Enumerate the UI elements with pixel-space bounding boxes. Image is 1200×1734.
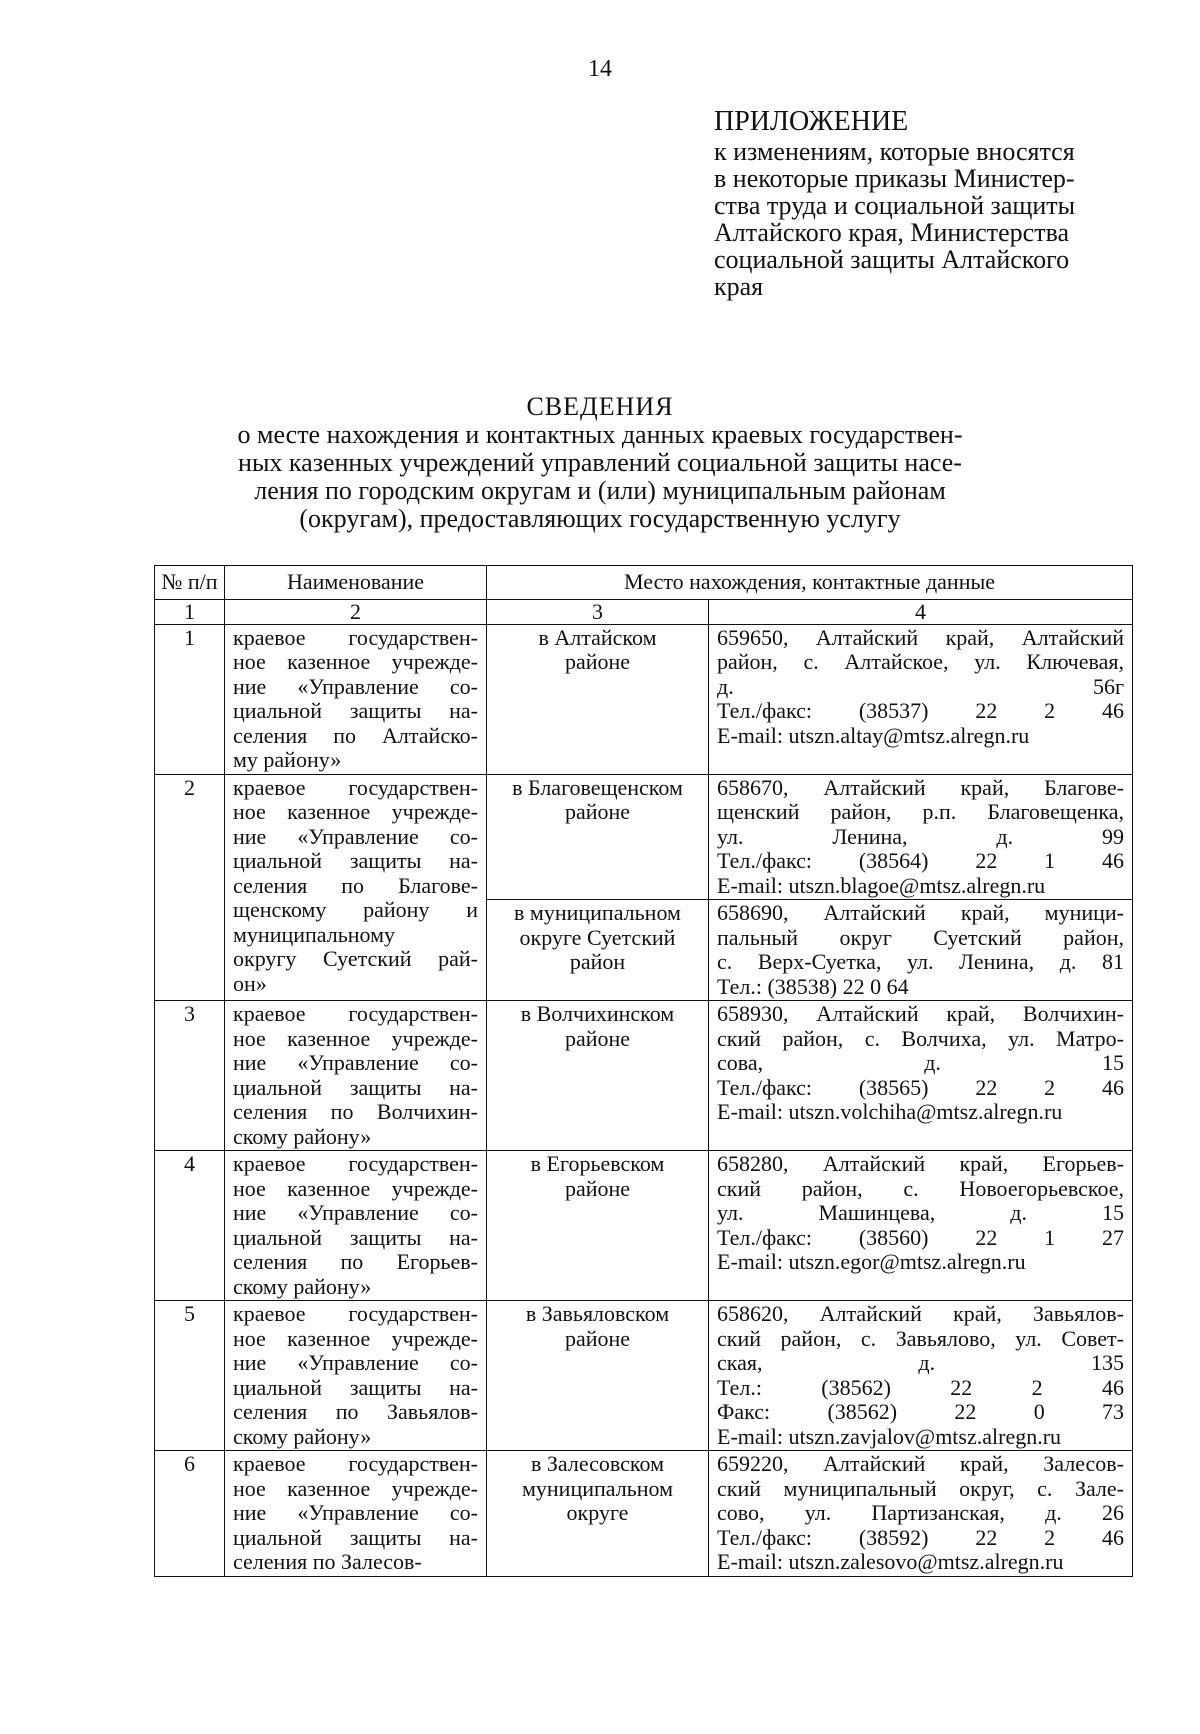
column-index: 4 bbox=[709, 599, 1133, 624]
institution-name-line: ние «Управление со- bbox=[233, 1200, 478, 1225]
contact-details-line: E-mail: utszn.zalesovo@mtsz.alregn.ru bbox=[717, 1549, 1064, 1574]
appendix-line: Алтайского края, Министерства bbox=[714, 218, 1070, 247]
institution-name-line: краевое государствен- bbox=[233, 1151, 478, 1176]
column-index: 2 bbox=[225, 599, 487, 624]
institution-name-line: краевое государствен- bbox=[233, 774, 478, 800]
service-area bbox=[487, 1451, 709, 1577]
contact-details-line: 658670, Алтайский край, Благове- bbox=[717, 774, 1124, 800]
institution-name-line: муниципальному bbox=[233, 921, 396, 947]
contact-details-line: 658620, Алтайский край, Завьялов- bbox=[717, 1301, 1124, 1326]
institution-name-line: скому району» bbox=[233, 1123, 372, 1149]
contact-details-line: ский район, с. Новоегорьевское, bbox=[717, 1175, 1124, 1201]
institution-name-line: селения по Егорьев- bbox=[233, 1249, 478, 1274]
service-area bbox=[487, 1301, 709, 1451]
institution-name-line: му району» bbox=[233, 747, 342, 772]
institution-name-line: краевое государствен- bbox=[233, 1451, 478, 1476]
institution-name bbox=[225, 774, 487, 1001]
heading-line: (округам), предоставляющих государственную услугу bbox=[299, 504, 901, 533]
institution-name-line: селения по Благове- bbox=[233, 872, 478, 898]
service-area-line: районе bbox=[564, 1175, 631, 1201]
service-area-line: районе bbox=[564, 1325, 631, 1351]
table-row bbox=[155, 1001, 1133, 1151]
institution-name-line: ное казенное учрежде- bbox=[233, 1325, 478, 1351]
contact-details-line: E-mail: utszn.blagoe@mtsz.alregn.ru bbox=[717, 872, 1046, 898]
header-location: Место нахождения, контактные данные bbox=[487, 566, 1133, 600]
header-num: № п/п bbox=[155, 566, 225, 600]
contact-details bbox=[709, 900, 1133, 1001]
table-body bbox=[155, 624, 1133, 1576]
table-row bbox=[155, 624, 1133, 774]
institution-name-line: ное казенное учрежде- bbox=[233, 1025, 478, 1051]
contact-details-line: 658930, Алтайский край, Волчихин- bbox=[717, 1001, 1124, 1026]
appendix-line: ства труда и социальной защиты bbox=[714, 191, 1076, 220]
table-header-row bbox=[155, 566, 1133, 600]
institution-name-line: ние «Управление со- bbox=[233, 673, 478, 699]
table-row bbox=[155, 774, 1133, 900]
institution-name bbox=[225, 1451, 487, 1577]
institution-name-line: ное казенное учрежде- bbox=[233, 1475, 478, 1501]
contact-details-line: Тел.: (38538) 22 0 64 bbox=[717, 973, 909, 999]
contact-details-line: E-mail: utszn.zavjalov@mtsz.alregn.ru bbox=[717, 1423, 1062, 1449]
appendix-block bbox=[714, 106, 1124, 300]
table-row bbox=[155, 1301, 1133, 1451]
column-index: 3 bbox=[487, 599, 709, 624]
row-number: 4 bbox=[155, 1151, 225, 1301]
header-name: Наименование bbox=[225, 566, 487, 600]
institution-name bbox=[225, 1301, 487, 1451]
service-area-line: районе bbox=[564, 799, 631, 824]
appendix-title: ПРИЛОЖЕНИЕ bbox=[714, 106, 909, 137]
heading-line: ления по городским округам и (или) муниципальным районам bbox=[254, 476, 946, 505]
contact-details-line: E-mail: utszn.volchiha@mtsz.alregn.ru bbox=[717, 1099, 1063, 1124]
service-area-line: в Егорьевском bbox=[530, 1151, 665, 1176]
heading-line: ных казенных учреждений управлений социальной защиты насе- bbox=[238, 448, 962, 477]
contact-details-line: сова, д. 15 bbox=[717, 1050, 1124, 1075]
institution-name-line: ное казенное учрежде- bbox=[233, 799, 478, 824]
institution-name-line: ние «Управление со- bbox=[233, 1500, 478, 1525]
contact-details-line: Тел./факс: (38565) 22 2 46 bbox=[717, 1074, 1124, 1100]
service-area bbox=[487, 900, 709, 1001]
institution-name-line: циальной защиты на- bbox=[233, 848, 478, 873]
institution-name-line: скому району» bbox=[233, 1423, 372, 1449]
contact-details-line: ский район, с. Волчиха, ул. Матро- bbox=[717, 1025, 1124, 1051]
contact-details-line: ский район, с. Завьялово, ул. Совет- bbox=[717, 1325, 1124, 1351]
institution-name-line: скому району» bbox=[233, 1273, 372, 1299]
institution-name-line: селения по Алтайско- bbox=[233, 722, 478, 748]
contact-details-line: с. Верх-Суетка, ул. Ленина, д. 81 bbox=[717, 949, 1124, 974]
contact-details bbox=[709, 1451, 1133, 1577]
institution-name-line: он» bbox=[233, 970, 267, 996]
row-number: 2 bbox=[155, 774, 225, 1001]
contact-details-line: 659220, Алтайский край, Залесов- bbox=[717, 1451, 1124, 1476]
service-area bbox=[487, 1151, 709, 1301]
contact-details-line: Тел.: (38562) 22 2 46 bbox=[717, 1374, 1124, 1400]
contact-details-line: 658280, Алтайский край, Егорьев- bbox=[717, 1151, 1124, 1176]
institution-name-line: циальной защиты на- bbox=[233, 1374, 478, 1400]
table-row bbox=[155, 1151, 1133, 1301]
contact-details bbox=[709, 1301, 1133, 1451]
institution-name bbox=[225, 624, 487, 774]
institution-name-line: циальной защиты на- bbox=[233, 1524, 478, 1550]
service-area-line: в Алтайском bbox=[538, 624, 657, 650]
service-area-line: в муниципальном bbox=[514, 900, 681, 925]
service-area bbox=[487, 624, 709, 774]
institution-name-line: ное казенное учрежде- bbox=[233, 1175, 478, 1201]
institution-name-line: селения по Волчихин- bbox=[233, 1099, 478, 1124]
institution-name-line: селения по Залесов- bbox=[233, 1549, 422, 1574]
institution-name-line: ние «Управление со- bbox=[233, 1050, 478, 1075]
institution-name-line: циальной защиты на- bbox=[233, 1074, 478, 1100]
institution-name bbox=[225, 1001, 487, 1151]
contact-details bbox=[709, 1151, 1133, 1301]
contact-details-line: Факс: (38562) 22 0 73 bbox=[717, 1399, 1124, 1424]
institution-name-line: округу Суетский рай- bbox=[233, 946, 478, 971]
contact-details bbox=[709, 624, 1133, 774]
row-number: 5 bbox=[155, 1301, 225, 1451]
contact-details-line: ул. Ленина, д. 99 bbox=[717, 823, 1124, 849]
contact-details bbox=[709, 1001, 1133, 1151]
institution-name-line: краевое государствен- bbox=[233, 1301, 478, 1326]
column-index-row bbox=[155, 599, 1133, 624]
contact-details-line: щенский район, р.п. Благовещенка, bbox=[717, 799, 1124, 824]
service-area-line: в Волчихинском bbox=[520, 1001, 675, 1026]
appendix-line: в некоторые приказы Министер- bbox=[714, 164, 1075, 193]
contact-details-line: ская, д. 135 bbox=[717, 1350, 1124, 1375]
appendix-line: края bbox=[714, 272, 764, 301]
service-area-line: районе bbox=[564, 649, 631, 674]
appendix-line: к изменениям, которые вносятся bbox=[714, 137, 1075, 166]
contact-details-line: Тел./факс: (38564) 22 1 46 bbox=[717, 848, 1124, 873]
institution-name bbox=[225, 1151, 487, 1301]
institution-name-line: щенскому району и bbox=[233, 897, 478, 922]
institution-name-line: циальной защиты на- bbox=[233, 698, 478, 723]
row-number: 1 bbox=[155, 624, 225, 774]
column-index: 1 bbox=[155, 599, 225, 624]
contact-details-line: Тел./факс: (38560) 22 1 27 bbox=[717, 1224, 1124, 1250]
appendix-line: социальной защиты Алтайского bbox=[714, 245, 1070, 274]
service-area-line: районе bbox=[564, 1025, 631, 1051]
institution-name-line: селения по Завьялов- bbox=[233, 1399, 478, 1424]
contact-details-line: 658690, Алтайский край, муници- bbox=[717, 900, 1124, 925]
institution-name-line: ние «Управление со- bbox=[233, 823, 478, 849]
contact-details-line: 659650, Алтайский край, Алтайский bbox=[717, 624, 1124, 650]
institution-name-line: ние «Управление со- bbox=[233, 1350, 478, 1375]
contact-details-line: ский муниципальный округ, с. Зале- bbox=[717, 1475, 1124, 1501]
contact-details bbox=[709, 774, 1133, 900]
heading-line: о месте нахождения и контактных данных краевых государствен- bbox=[237, 420, 963, 449]
row-number: 6 bbox=[155, 1451, 225, 1577]
contact-details-line: E-mail: utszn.altay@mtsz.alregn.ru bbox=[717, 722, 1030, 748]
institution-name-line: краевое государствен- bbox=[233, 624, 478, 650]
service-area-line: муниципальном bbox=[521, 1475, 674, 1501]
service-area-line: в Благовещенском bbox=[512, 774, 683, 800]
institution-name-line: циальной защиты на- bbox=[233, 1224, 478, 1250]
institution-name-line: краевое государствен- bbox=[233, 1001, 478, 1026]
contact-details-line: район, с. Алтайское, ул. Ключевая, bbox=[717, 649, 1124, 674]
page-number: 14 bbox=[588, 56, 612, 82]
service-area-line: район bbox=[569, 949, 626, 974]
contact-details-line: Тел./факс: (38592) 22 2 46 bbox=[717, 1524, 1124, 1550]
service-area bbox=[487, 774, 709, 900]
service-area-line: округе bbox=[566, 1500, 629, 1525]
contact-details-line: E-mail: utszn.egor@mtsz.alregn.ru bbox=[717, 1249, 1026, 1274]
institutions-table bbox=[154, 565, 1133, 1577]
document-heading bbox=[0, 393, 1200, 533]
contact-details-line: пальный округ Суетский район, bbox=[717, 924, 1124, 950]
heading-title: СВЕДЕНИЯ bbox=[526, 392, 674, 421]
service-area bbox=[487, 1001, 709, 1151]
service-area-line: в Залесовском bbox=[530, 1451, 665, 1476]
contact-details-line: Тел./факс: (38537) 22 2 46 bbox=[717, 698, 1124, 723]
contact-details-line: ул. Машинцева, д. 15 bbox=[717, 1200, 1124, 1225]
contact-details-line: д. 56г bbox=[717, 673, 1124, 699]
table-row bbox=[155, 1451, 1133, 1577]
contact-details-line: сово, ул. Партизанская, д. 26 bbox=[717, 1500, 1124, 1525]
institution-name-line: ное казенное учрежде- bbox=[233, 649, 478, 674]
service-area-line: округе Суетский bbox=[519, 924, 676, 950]
service-area-line: в Завьяловском bbox=[525, 1301, 670, 1326]
row-number: 3 bbox=[155, 1001, 225, 1151]
